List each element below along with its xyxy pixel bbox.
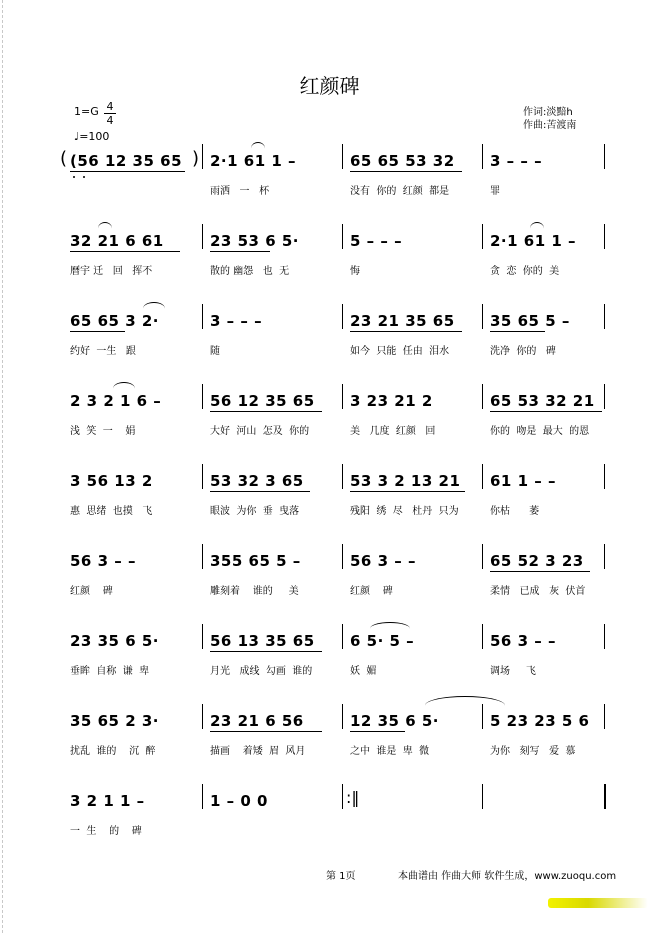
measure-lyrics: 悔 — [350, 266, 360, 277]
underline — [490, 571, 590, 572]
row-4-ornaments — [0, 392, 659, 444]
low-dot — [73, 176, 75, 178]
measure-notes: 5 23 23 5 6 — [490, 712, 590, 730]
measure-lyrics: 没有 你的 红颜 都是 — [350, 186, 450, 197]
open-paren: ( — [60, 148, 68, 169]
measure-notes: 65 52 3 23 — [490, 552, 584, 570]
measure-notes: 56 13 35 65 — [210, 632, 315, 650]
row-6-ornaments — [0, 552, 659, 604]
slur — [530, 222, 544, 235]
credits — [523, 106, 576, 132]
composer-credit: 作曲:苦渡南 — [523, 120, 577, 131]
measure-lyrics: 贪 恋 你的 美 — [490, 266, 560, 277]
measure-lyrics: 你枯 萎 — [490, 506, 540, 517]
slur — [143, 302, 165, 315]
time-signature-top: 4 — [104, 100, 116, 114]
measure-lyrics: 曆宇 迁 回 挥不 — [70, 266, 153, 277]
slur — [251, 142, 265, 155]
measure-lyrics: 调场 飞 — [490, 666, 536, 677]
measure-lyrics: 为你 刻写 爱 慕 — [490, 746, 576, 757]
row-3-ornaments — [0, 312, 659, 364]
measure-lyrics: 妖 媚 — [350, 666, 377, 677]
low-dot — [83, 176, 85, 178]
measure-notes: 23 21 35 65 — [350, 312, 455, 330]
measure-notes: 3 2 1 1 – — [70, 792, 145, 810]
row-7-ornaments — [0, 632, 659, 684]
tempo-value: =100 — [79, 130, 110, 143]
measure-lyrics: 惠 思绪 也摸 飞 — [70, 506, 153, 517]
measure-lyrics: 描画 着矮 眉 风月 — [210, 746, 306, 757]
underline — [210, 651, 322, 652]
measure-lyrics: 雕刻着 谁的 美 — [210, 586, 299, 597]
slur — [113, 382, 135, 395]
underline — [350, 331, 462, 332]
measure-notes: 56 3 – – — [350, 552, 416, 570]
key-signature: 1=G — [74, 105, 99, 118]
underline — [70, 251, 180, 252]
measure-lyrics: 红颜 碑 — [70, 586, 113, 597]
measure-notes: 2·1 61 1 – — [490, 232, 577, 250]
underline — [70, 171, 185, 172]
page-number: 第 1页 — [326, 871, 356, 882]
underline — [490, 331, 545, 332]
measure-notes: 35 65 5 – — [490, 312, 570, 330]
measure-lyrics: 浅 笑 一 娟 — [70, 426, 136, 437]
underline — [70, 331, 125, 332]
measure-lyrics: 洗净 你的 碑 — [490, 346, 556, 357]
measure-lyrics: 大好 河山 怎及 你的 — [210, 426, 310, 437]
measure-notes: 65 65 3 2· — [70, 312, 159, 330]
measure-notes: 56 3 – – — [490, 632, 556, 650]
generator-note: 本曲谱由 作曲大师 软件生成，www.zuoqu.com — [398, 871, 617, 882]
measure-notes: 12 35 6 5· — [350, 712, 439, 730]
measure-notes: 23 21 6 56 — [210, 712, 304, 730]
measure-lyrics: 扰乱 谁的 沉 醉 — [70, 746, 156, 757]
lyricist-credit: 作词:淡黯h — [523, 107, 573, 118]
measure-notes: (56 12 35 65 — [70, 152, 183, 170]
row-8-ornaments — [0, 712, 659, 764]
measure-notes: 5 – – – — [350, 232, 403, 250]
measure-notes: 2·1 61 1 – — [210, 152, 297, 170]
measure-notes: 53 32 3 65 — [210, 472, 304, 490]
measure-lyrics: 柔情 已成 灰 伏首 — [490, 586, 586, 597]
measure-lyrics: 约好 一生 跟 — [70, 346, 136, 357]
row-1-ornaments — [0, 148, 659, 204]
measure-lyrics: 残阳 绣 尽 杜丹 只为 — [350, 506, 459, 517]
close-paren: ) — [192, 148, 200, 169]
measure-notes: 355 65 5 – — [210, 552, 301, 570]
measure-notes: 56 12 35 65 — [210, 392, 315, 410]
measure-notes: 3 – – – — [490, 152, 543, 170]
end-repeat-sign: :‖ — [346, 788, 360, 807]
time-signature-bottom: 4 — [106, 114, 114, 127]
underline — [210, 411, 322, 412]
row-2-ornaments — [0, 232, 659, 284]
measure-notes: 65 53 32 21 — [490, 392, 595, 410]
measure-lyrics: 散的 幽怨 也 无 — [210, 266, 290, 277]
measure-notes: 2 3 2 1 6 – — [70, 392, 162, 410]
measure-notes: 23 53 6 5· — [210, 232, 299, 250]
measure-lyrics: 你的 吻是 最大 的恩 — [490, 426, 590, 437]
tempo-marking — [74, 130, 109, 143]
measure-notes: 23 35 6 5· — [70, 632, 159, 650]
measure-lyrics: 红颜 碑 — [350, 586, 393, 597]
measure-lyrics: 如今 只能 任由 泪水 — [350, 346, 450, 357]
measure-lyrics: 眼波 为你 垂 曳落 — [210, 506, 300, 517]
measure-notes: 56 3 – – — [70, 552, 136, 570]
time-signature — [104, 100, 116, 127]
measure-notes: 53 3 2 13 21 — [350, 472, 461, 490]
underline — [350, 491, 465, 492]
quarter-note-icon: ♩ — [74, 130, 80, 143]
measure-lyrics: 雨洒 一 杯 — [210, 186, 270, 197]
measure-notes: 32 21 6 61 — [70, 232, 164, 250]
slur — [425, 696, 505, 715]
underline — [350, 731, 405, 732]
slur — [98, 222, 112, 235]
measure-notes: 61 1 – – — [490, 472, 556, 490]
measure-notes: 3 23 21 2 — [350, 392, 433, 410]
slur — [370, 622, 410, 635]
measure-lyrics: 罪 — [490, 186, 500, 197]
measure-notes: 6 5· 5 – — [350, 632, 415, 650]
measure-notes: 3 – – – — [210, 312, 263, 330]
site-watermark-logo — [548, 898, 648, 908]
measure-notes: 3 56 13 2 — [70, 472, 153, 490]
underline — [210, 251, 270, 252]
row-9-ornaments — [0, 788, 659, 844]
measure-notes: 65 65 53 32 — [350, 152, 455, 170]
underline — [350, 171, 462, 172]
measure-lyrics: 随 — [210, 346, 220, 357]
measure-notes: 35 65 2 3· — [70, 712, 159, 730]
song-title: 红颜碑 — [299, 74, 360, 98]
row-5-ornaments — [0, 472, 659, 524]
measure-notes: 1 – 0 0 — [210, 792, 268, 810]
measure-lyrics: 之中 谁是 卑 微 — [350, 746, 430, 757]
measure-lyrics: 一 生 的 碑 — [70, 826, 142, 837]
measure-lyrics: 月光 成线 勾画 谁的 — [210, 666, 313, 677]
measure-lyrics: 美 几度 红颜 回 — [350, 426, 436, 437]
underline — [210, 731, 322, 732]
underline — [210, 491, 310, 492]
underline — [490, 411, 602, 412]
measure-lyrics: 垂眸 自称 谦 卑 — [70, 666, 150, 677]
